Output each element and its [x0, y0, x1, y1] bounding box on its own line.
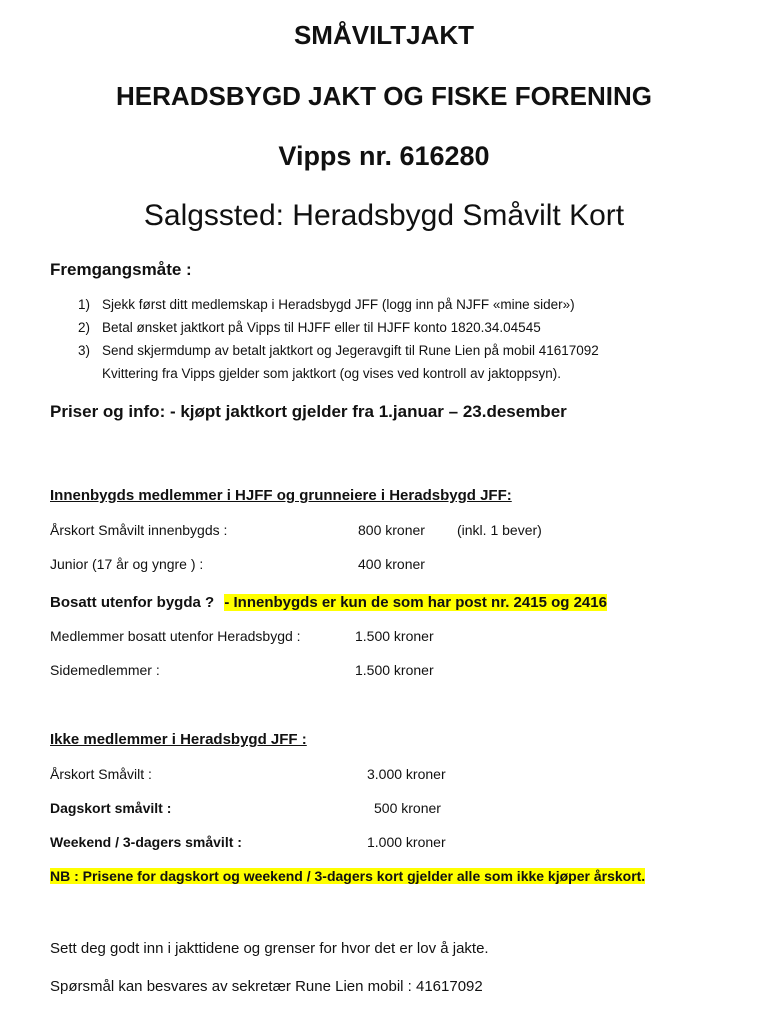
- vipps-number: Vipps nr. 616280: [278, 141, 490, 171]
- non-members-heading: Ikke medlemmer i Heradsbygd JFF :: [50, 731, 307, 748]
- price-value: 500 kroner: [374, 800, 441, 816]
- step-text: Send skjermdump av betalt jaktkort og Jegeravgift til Rune Lien på mobil 41617092: [102, 343, 599, 358]
- postcode-highlight: - Innenbygds er kun de som har post nr. 2415 og 2416: [224, 594, 607, 611]
- sales-place: Salgssted: Heradsbygd Småvilt Kort: [143, 199, 625, 232]
- outside-question: [50, 594, 607, 611]
- price-label: Årskort Småvilt innenbygds :: [50, 522, 228, 538]
- footer-contact: Spørsmål kan besvares av sekretær Rune Lien mobil : 41617092: [50, 978, 483, 995]
- price-label: Junior (17 år og yngre ) :: [50, 556, 204, 572]
- footer-line: Sett deg godt inn i jakttidene og grenser for hvor det er lov å jakte.: [50, 940, 489, 957]
- price-value: 3.000 kroner: [367, 766, 446, 782]
- price-value: 1.500 kroner: [355, 628, 434, 644]
- step-number: 3): [78, 343, 91, 358]
- price-value: 400 kroner: [358, 556, 425, 572]
- page-title: SMÅVILTJAKT: [293, 20, 475, 50]
- local-members-heading: Innenbygds medlemmer i HJFF og grunneiere i Heradsbygd JFF:: [50, 487, 512, 504]
- step-text: Betal ønsket jaktkort på Vipps til HJFF eller til HJFF konto 1820.34.04545: [102, 320, 541, 335]
- price-value: 1.000 kroner: [367, 834, 446, 850]
- price-label: Medlemmer bosatt utenfor Heradsbygd :: [50, 628, 301, 644]
- price-label: Weekend / 3-dagers småvilt :: [50, 834, 242, 850]
- step-text: Sjekk først ditt medlemskap i Heradsbygd JFF (logg inn på NJFF «mine sider»): [102, 297, 575, 312]
- price-label: Dagskort småvilt :: [50, 800, 172, 816]
- price-label: Sidemedlemmer :: [50, 662, 160, 678]
- price-note: (inkl. 1 bever): [457, 522, 542, 538]
- step-continuation: Kvittering fra Vipps gjelder som jaktkort (og vises ved kontroll av jaktoppsyn).: [102, 366, 561, 381]
- price-value: 1.500 kroner: [355, 662, 434, 678]
- outside-question-text: Bosatt utenfor bygda ?: [50, 594, 215, 611]
- step-number: 1): [78, 297, 91, 312]
- prices-info: Priser og info: - kjøpt jaktkort gjelder fra 1.januar – 23.desember: [50, 402, 567, 421]
- procedure-heading: Fremgangsmåte :: [50, 260, 192, 279]
- price-label: Årskort Småvilt :: [50, 766, 152, 782]
- organization-name: HERADSBYGD JAKT OG FISKE FORENING: [116, 81, 652, 111]
- step-number: 2): [78, 320, 91, 335]
- price-value: 800 kroner: [358, 522, 425, 538]
- nb-note: NB : Prisene for dagskort og weekend / 3-dagers kort gjelder alle som ikke kjøper årskort.: [50, 868, 646, 884]
